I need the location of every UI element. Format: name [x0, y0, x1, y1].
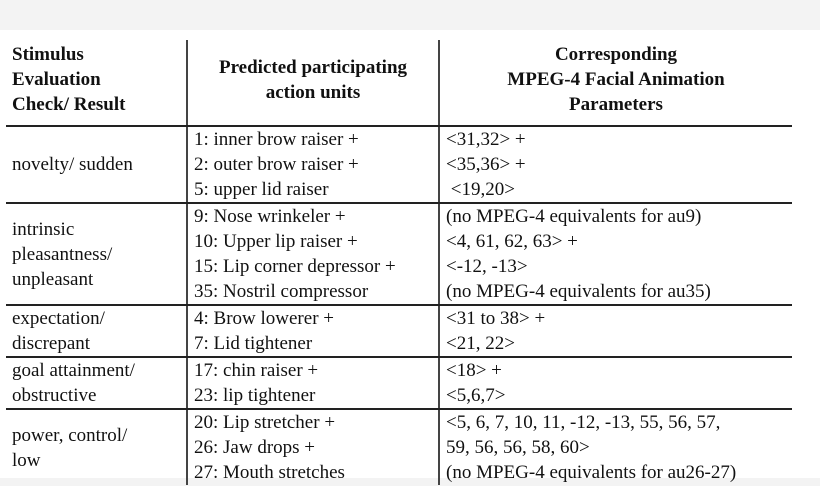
- cell-line: pleasantness/: [12, 243, 113, 265]
- cell-units: [187, 409, 439, 485]
- header-line: action units: [265, 81, 361, 103]
- cell-line: <18> +: [446, 360, 502, 381]
- cell-params: [439, 126, 792, 203]
- cell-params: [439, 357, 792, 409]
- cell-line: 17: chin raiser +: [194, 360, 319, 381]
- au-mpeg4-table: [6, 40, 792, 485]
- cell-line: obstructive: [12, 385, 97, 406]
- cell-check: [6, 357, 187, 409]
- cell-units: [187, 305, 439, 357]
- cell-line: 15: Lip corner depressor +: [194, 256, 396, 277]
- table-row-power: [6, 409, 792, 485]
- cell-line: 7: Lid tightener: [194, 333, 313, 354]
- header-line: Parameters: [569, 94, 663, 115]
- cell-line: 9: Nose wrinkeler +: [194, 206, 346, 227]
- header-mpeg4-parameters: [439, 40, 792, 126]
- header-line: MPEG-4 Facial Animation: [507, 69, 725, 90]
- top-margin: [0, 0, 820, 30]
- header-line: Corresponding: [554, 44, 678, 65]
- cell-line: power, control/: [12, 424, 128, 446]
- cell-units: [187, 203, 439, 305]
- cell-line: 23: lip tightener: [194, 385, 316, 406]
- header-stimulus-evaluation: [6, 40, 187, 126]
- cell-line: <19,20>: [446, 179, 515, 200]
- cell-line: <5, 6, 7, 10, 11, -12, -13, 55, 56, 57,: [446, 412, 721, 433]
- cell-line: <31,32> +: [446, 129, 526, 150]
- cell-line: 20: Lip stretcher +: [194, 412, 336, 433]
- cell-line: 10: Upper lip raiser +: [194, 231, 358, 252]
- cell-check: [6, 203, 187, 305]
- cell-line: 59, 56, 56, 58, 60>: [446, 437, 590, 458]
- cell-units: [187, 126, 439, 203]
- header-line: Stimulus: [12, 44, 84, 65]
- table-row-expectation: [6, 305, 792, 357]
- cell-params: [439, 409, 792, 485]
- table-row-pleasantness: [6, 203, 792, 305]
- cell-line: 1: inner brow raiser +: [194, 129, 359, 150]
- cell-line: 27: Mouth stretches: [194, 462, 345, 483]
- table-row-novelty: [6, 126, 792, 203]
- cell-line: novelty/ sudden: [12, 154, 133, 175]
- cell-params: [439, 305, 792, 357]
- header-action-units: [187, 40, 439, 126]
- cell-line: unpleasant: [12, 268, 94, 290]
- cell-check: [6, 126, 187, 203]
- header-line: Predicted participating: [218, 56, 408, 78]
- header-line: Check/ Result: [12, 94, 126, 115]
- cell-line: 5: upper lid raiser: [194, 179, 329, 200]
- table-body: [6, 126, 792, 485]
- cell-line: intrinsic: [12, 218, 75, 240]
- cell-line: low: [12, 449, 41, 471]
- cell-line: discrepant: [12, 333, 91, 354]
- cell-line: <21, 22>: [446, 333, 515, 354]
- cell-line: (no MPEG-4 equivalents for au26-27): [446, 462, 737, 483]
- cell-check: [6, 409, 187, 485]
- cell-line: 4: Brow lowerer +: [194, 308, 334, 329]
- cell-line: 35: Nostril compressor: [194, 281, 369, 302]
- cell-line: <4, 61, 62, 63> +: [446, 231, 578, 252]
- cell-line: (no MPEG-4 equivalents for au9): [446, 206, 702, 227]
- cell-check: [6, 305, 187, 357]
- cell-line: 26: Jaw drops +: [194, 437, 316, 458]
- header-row: [6, 40, 792, 126]
- header-line: Evaluation: [12, 69, 101, 90]
- cell-line: 2: outer brow raiser +: [194, 154, 359, 175]
- table-header: [6, 40, 792, 126]
- cell-line: <35,36> +: [446, 154, 526, 175]
- cell-line: goal attainment/: [12, 360, 135, 381]
- cell-params: [439, 203, 792, 305]
- cell-line: (no MPEG-4 equivalents for au35): [446, 281, 711, 302]
- table-row-goal-attainment: [6, 357, 792, 409]
- cell-line: <-12, -13>: [446, 256, 528, 277]
- cell-line: expectation/: [12, 308, 105, 329]
- cell-line: <5,6,7>: [446, 385, 506, 406]
- cell-units: [187, 357, 439, 409]
- cell-line: <31 to 38> +: [446, 308, 546, 329]
